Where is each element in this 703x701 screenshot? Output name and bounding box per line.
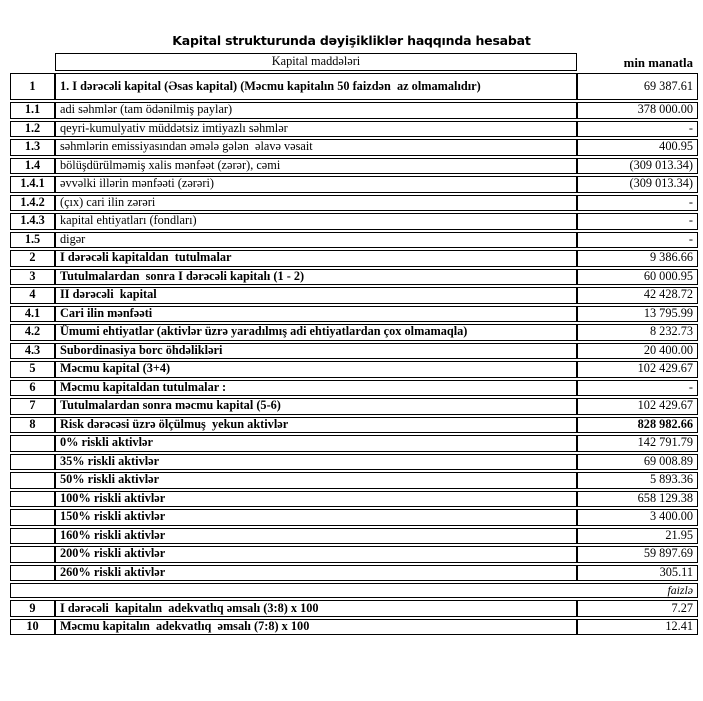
capital-structure-table [10, 51, 698, 637]
table-row [10, 176, 698, 193]
table-row [10, 509, 698, 526]
table-row [10, 102, 698, 119]
row-label-cell: I dərəcəli kapitalın adekvatlıq əmsalı (3:8) x 100 [55, 600, 577, 617]
row-number-cell: 7 [10, 398, 55, 415]
table-row [10, 565, 698, 582]
row-label-cell: kapital ehtiyatları (fondları) [55, 213, 577, 230]
row-value-cell: 20 400.00 [577, 343, 698, 360]
table-row [10, 417, 698, 434]
row-value-cell: 21.95 [577, 528, 698, 545]
row-number-cell: 4.1 [10, 306, 55, 323]
row-label-cell: adi səhmlər (tam ödənilmiş paylar) [55, 102, 577, 119]
table-row [10, 454, 698, 471]
table-row [10, 343, 698, 360]
row-number-cell: 2 [10, 250, 55, 267]
row-number-cell: 1.5 [10, 232, 55, 249]
table-header-row [10, 53, 698, 71]
table-row [10, 250, 698, 267]
table-row [10, 213, 698, 230]
row-value-cell: 7.27 [577, 600, 698, 617]
row-value-cell: 378 000.00 [577, 102, 698, 119]
row-value-cell: (309 013.34) [577, 176, 698, 193]
row-number-cell: 1.2 [10, 121, 55, 138]
row-label-cell: I dərəcəli kapitaldan tutulmalar [55, 250, 577, 267]
table-row [10, 583, 698, 598]
row-value-cell: 142 791.79 [577, 435, 698, 452]
row-label-cell: Subordinasiya borc öhdəlikləri [55, 343, 577, 360]
table-row [10, 195, 698, 212]
table-row [10, 435, 698, 452]
table-row [10, 600, 698, 617]
row-number-cell: 4.3 [10, 343, 55, 360]
report-title: Kapital strukturunda dəyişikliklər haqqında hesabat [172, 33, 531, 48]
row-number-cell: 10 [10, 619, 55, 636]
row-label-cell: 200% riskli aktivlər [55, 546, 577, 563]
row-number-cell [10, 528, 55, 545]
row-value-cell: 5 893.36 [577, 472, 698, 489]
row-value-cell: - [577, 121, 698, 138]
table-row [10, 361, 698, 378]
row-label-cell: Məcmu kapital (3+4) [55, 361, 577, 378]
row-value-cell: 13 795.99 [577, 306, 698, 323]
row-value-cell: 59 897.69 [577, 546, 698, 563]
row-value-cell: 305.11 [577, 565, 698, 582]
row-label-cell: Tutulmalardan sonra məcmu kapital (5-6) [55, 398, 577, 415]
row-value-cell: 828 982.66 [577, 417, 698, 434]
row-number-cell: 1.4 [10, 158, 55, 175]
table-row [10, 121, 698, 138]
row-number-cell [10, 546, 55, 563]
row-number-cell: 3 [10, 269, 55, 286]
row-value-cell: (309 013.34) [577, 158, 698, 175]
row-label-cell: əvvəlki illərin mənfəəti (zərəri) [55, 176, 577, 193]
row-value-cell: 42 428.72 [577, 287, 698, 304]
table-row [10, 139, 698, 156]
row-number-cell: 1.4.2 [10, 195, 55, 212]
table-row [10, 528, 698, 545]
row-label-cell: II dərəcəli kapital [55, 287, 577, 304]
row-number-cell: 1.3 [10, 139, 55, 156]
unit-row-label: faizlə [10, 583, 698, 598]
row-number-cell: 6 [10, 380, 55, 397]
row-number-cell: 9 [10, 600, 55, 617]
row-number-cell: 1 [10, 73, 55, 100]
row-label-cell: 0% riskli aktivlər [55, 435, 577, 452]
row-number-cell [10, 454, 55, 471]
row-label-cell: səhmlərin emissiyasından əmələ gələn əlavə vəsait [55, 139, 577, 156]
row-number-cell [10, 435, 55, 452]
table-row [10, 546, 698, 563]
row-label-cell: 100% riskli aktivlər [55, 491, 577, 508]
table-row [10, 287, 698, 304]
row-number-cell: 1.4.3 [10, 213, 55, 230]
row-number-cell [10, 509, 55, 526]
row-value-cell: 12.41 [577, 619, 698, 636]
row-value-cell: - [577, 232, 698, 249]
row-value-cell: 60 000.95 [577, 269, 698, 286]
row-value-cell: - [577, 213, 698, 230]
row-number-cell: 1.1 [10, 102, 55, 119]
table-row [10, 491, 698, 508]
row-label-cell: 1. I dərəcəli kapital (Əsas kapital) (Məcmu kapitalın 50 faizdən az olmamalıdır) [55, 73, 577, 100]
table-row [10, 324, 698, 341]
row-label-cell: bölüşdürülməmiş xalis mənfəət (zərər), cəmi [55, 158, 577, 175]
row-label-cell: 150% riskli aktivlər [55, 509, 577, 526]
row-value-cell: 400.95 [577, 139, 698, 156]
row-number-cell: 4.2 [10, 324, 55, 341]
row-label-cell: digər [55, 232, 577, 249]
row-number-cell [10, 491, 55, 508]
row-label-cell: 35% riskli aktivlər [55, 454, 577, 471]
row-value-cell: 69 008.89 [577, 454, 698, 471]
row-label-cell: Risk dərəcəsi üzrə ölçülmuş yekun aktivlər [55, 417, 577, 434]
header-num-cell [10, 53, 55, 71]
row-value-cell: 69 387.61 [577, 73, 698, 100]
row-value-cell: 102 429.67 [577, 361, 698, 378]
row-label-cell: Tutulmalardan sonra I dərəcəli kapitalı (1 - 2) [55, 269, 577, 286]
header-unit-label: min manatla [623, 55, 693, 70]
row-number-cell: 5 [10, 361, 55, 378]
row-label-cell: Ümumi ehtiyatlar (aktivlər üzrə yaradılmış adi ehtiyatlardan çox olmamaqla) [55, 324, 577, 341]
row-label-cell: qeyri-kumulyativ müddətsiz imtiyazlı səhmlər [55, 121, 577, 138]
row-value-cell: 3 400.00 [577, 509, 698, 526]
row-value-cell: 658 129.38 [577, 491, 698, 508]
table-row [10, 380, 698, 397]
row-value-cell: - [577, 380, 698, 397]
table-row [10, 232, 698, 249]
row-number-cell [10, 472, 55, 489]
row-value-cell: - [577, 195, 698, 212]
table-row [10, 269, 698, 286]
row-label-cell: 160% riskli aktivlər [55, 528, 577, 545]
row-value-cell: 8 232.73 [577, 324, 698, 341]
row-number-cell: 4 [10, 287, 55, 304]
table-row [10, 398, 698, 415]
row-label-cell: 260% riskli aktivlər [55, 565, 577, 582]
row-label-cell: Məcmu kapitalın adekvatlıq əmsalı (7:8) x 100 [55, 619, 577, 636]
row-value-cell: 9 386.66 [577, 250, 698, 267]
row-number-cell: 1.4.1 [10, 176, 55, 193]
row-label-cell: 50% riskli aktivlər [55, 472, 577, 489]
table-row [10, 158, 698, 175]
row-label-cell: (çıx) cari ilin zərəri [55, 195, 577, 212]
table-body [10, 73, 698, 635]
table-row [10, 472, 698, 489]
row-number-cell: 8 [10, 417, 55, 434]
table-row [10, 306, 698, 323]
row-value-cell: 102 429.67 [577, 398, 698, 415]
row-label-cell: Cari ilin mənfəəti [55, 306, 577, 323]
row-label-cell: Məcmu kapitaldan tutulmalar : [55, 380, 577, 397]
table-row [10, 619, 698, 636]
header-items-label: Kapital maddələri [55, 53, 577, 71]
table-row [10, 73, 698, 100]
row-number-cell [10, 565, 55, 582]
